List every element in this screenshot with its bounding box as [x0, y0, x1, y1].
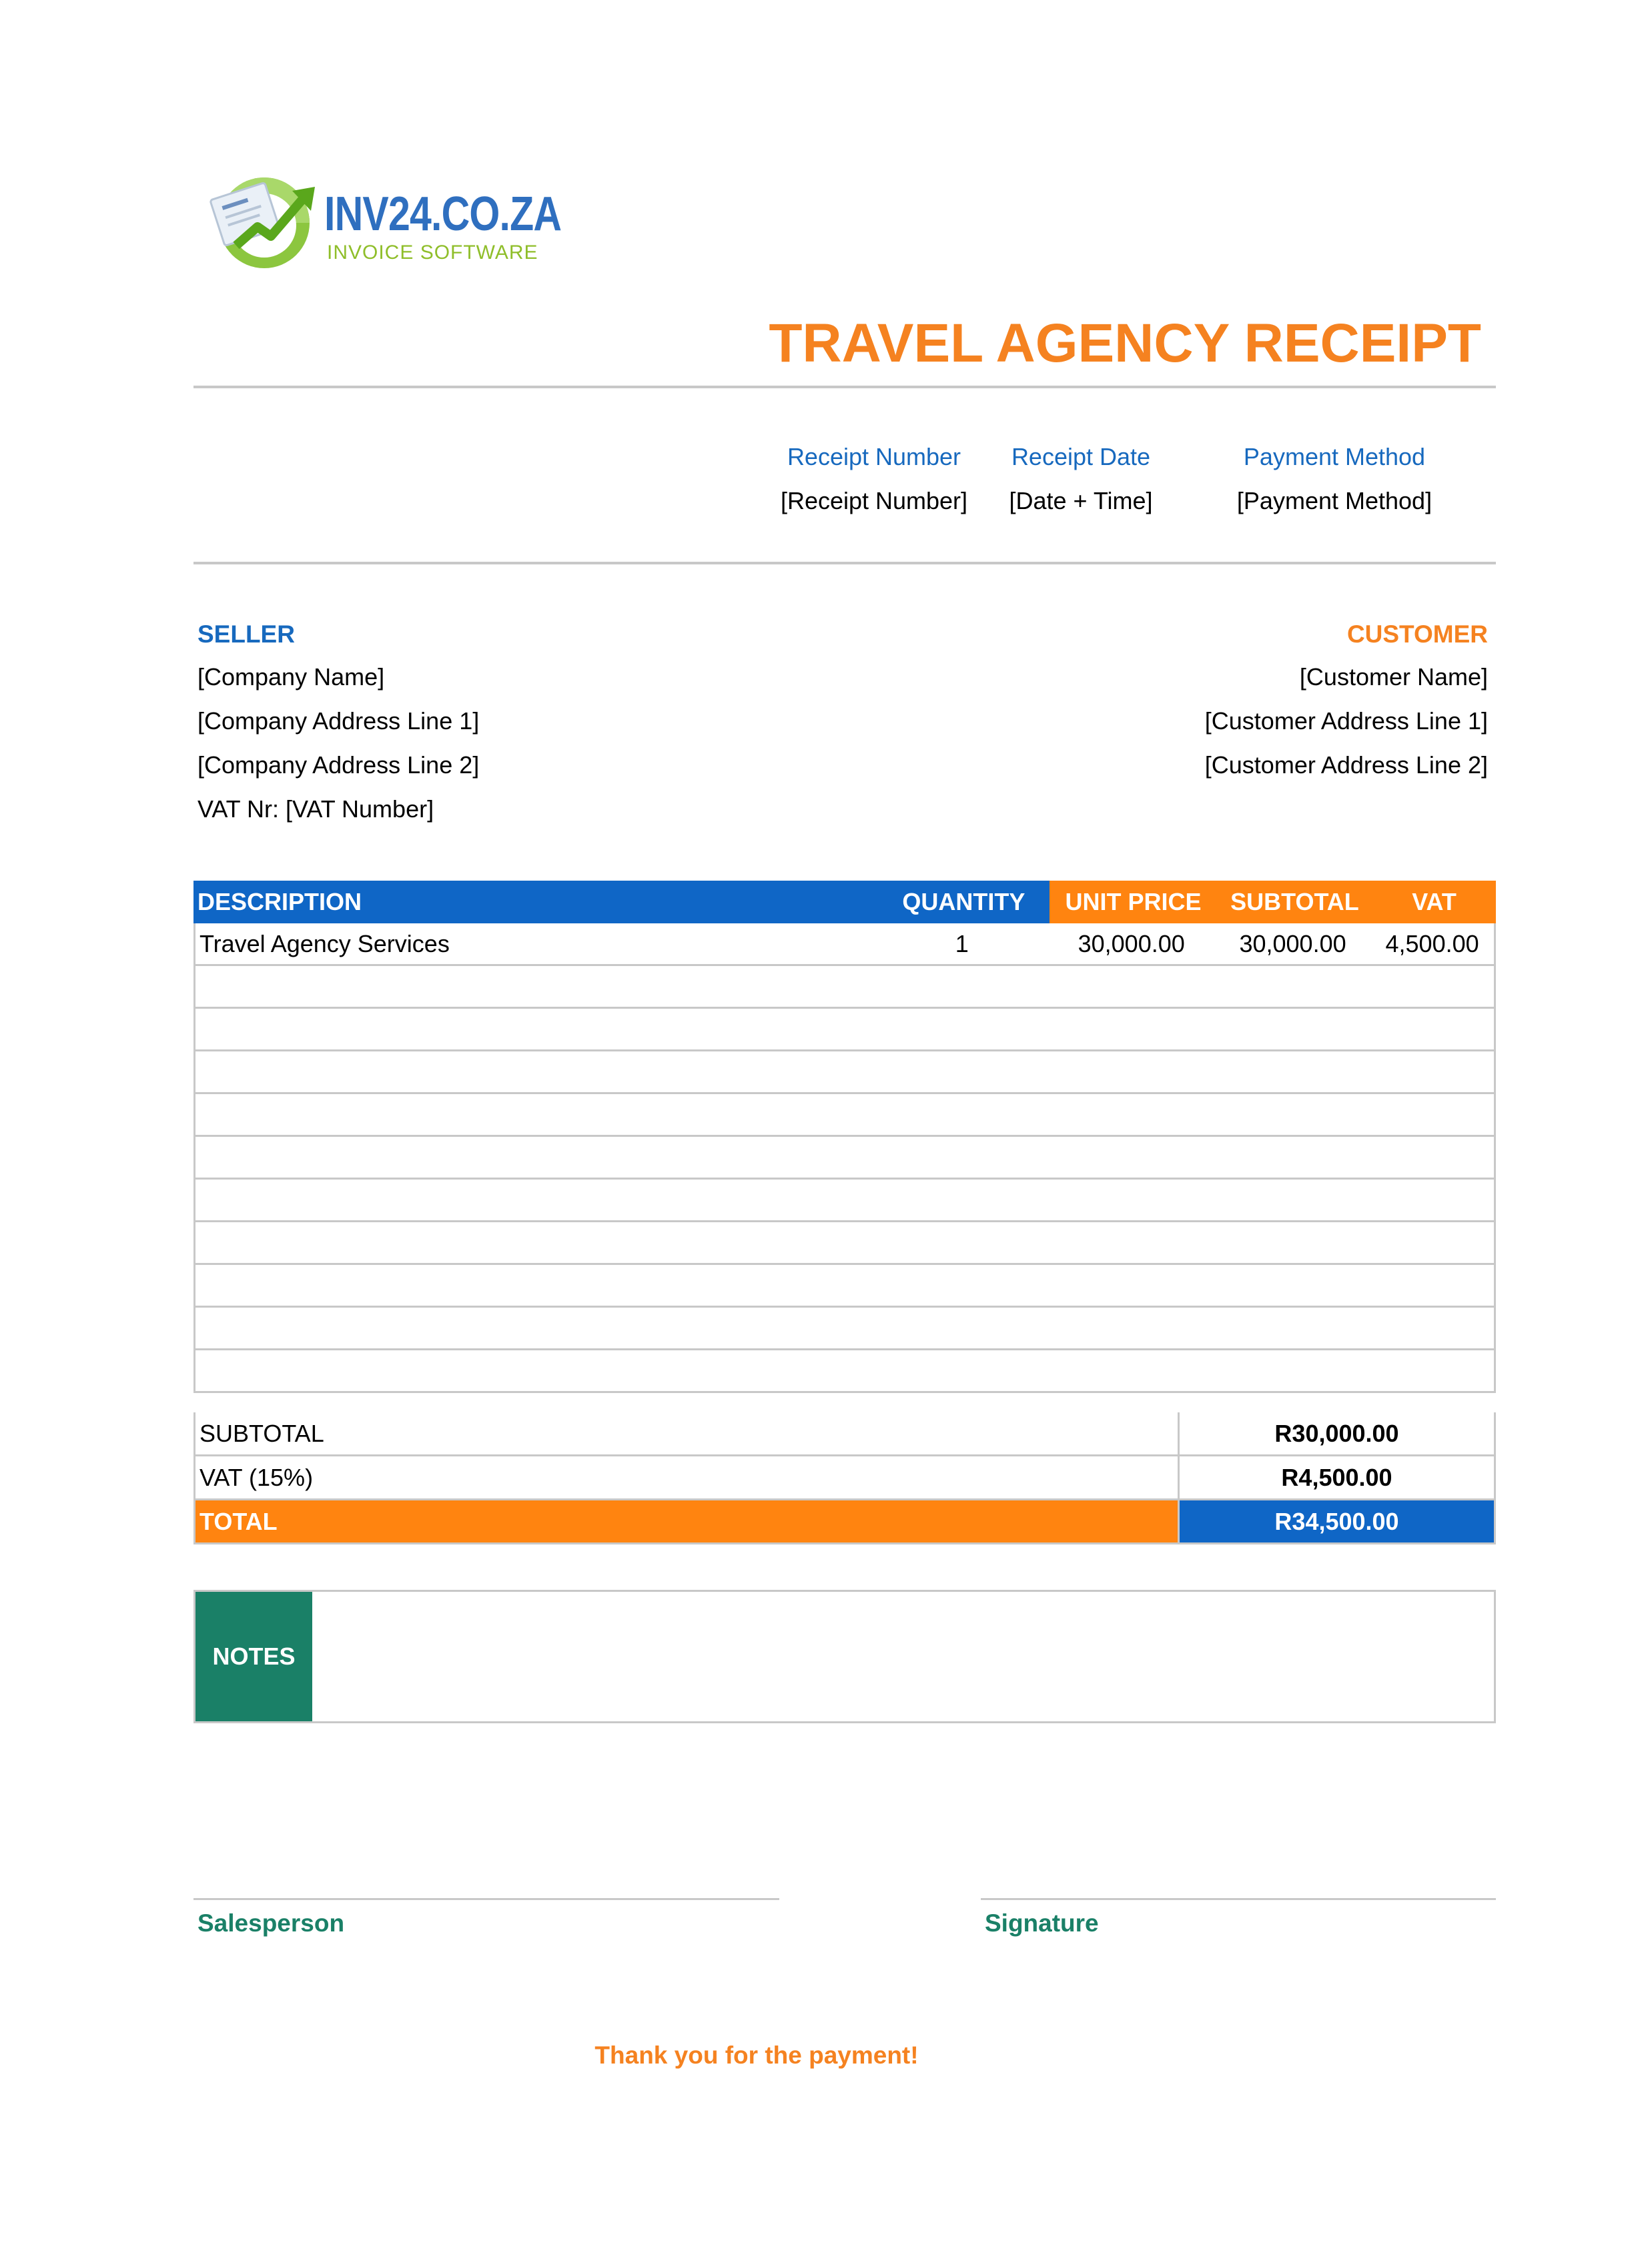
header-subtotal: SUBTOTAL	[1217, 881, 1372, 923]
payment-method-value: [Payment Method]	[1236, 487, 1432, 514]
seller-address-line-1: [Company Address Line 1]	[197, 707, 480, 735]
row-subtotal	[1215, 966, 1370, 1007]
header-unit-price: UNIT PRICE	[1050, 881, 1217, 923]
row-unit-price	[1048, 1180, 1214, 1220]
row-subtotal	[1215, 1094, 1370, 1135]
row-unit-price	[1048, 1265, 1214, 1306]
total-label: TOTAL	[195, 1500, 1180, 1542]
row-vat	[1370, 1350, 1494, 1391]
title-divider	[193, 386, 1496, 388]
row-vat: 4,500.00	[1385, 930, 1479, 957]
row-unit-price	[1048, 1350, 1214, 1391]
row-unit-price	[1048, 1308, 1214, 1348]
seller-address-line-2: [Company Address Line 2]	[197, 751, 480, 779]
row-unit-price	[1048, 966, 1214, 1007]
row-quantity	[876, 1137, 1048, 1178]
row-subtotal	[1215, 1222, 1370, 1263]
row-quantity	[876, 1265, 1048, 1306]
table-row	[193, 1094, 1496, 1137]
row-description	[195, 1137, 876, 1178]
row-subtotal	[1215, 1009, 1370, 1049]
seller-vat-number: VAT Nr: [VAT Number]	[197, 795, 434, 823]
logo-text: INV24.CO.ZA	[324, 187, 562, 241]
header-quantity: QUANTITY	[878, 881, 1050, 923]
header-vat: VAT	[1372, 881, 1496, 923]
row-description	[195, 1222, 876, 1263]
row-quantity	[876, 1350, 1048, 1391]
row-quantity	[876, 1094, 1048, 1135]
signature-label: Signature	[985, 1909, 1099, 1937]
row-description	[195, 1265, 876, 1306]
logo-subtext: INVOICE SOFTWARE	[327, 242, 538, 264]
customer-address-line-1: [Customer Address Line 1]	[1204, 707, 1488, 735]
company-logo	[210, 172, 562, 272]
subtotal-value: R30,000.00	[1274, 1420, 1399, 1447]
notes-box	[193, 1590, 1496, 1723]
row-description	[195, 1350, 876, 1391]
row-description: Travel Agency Services	[199, 930, 450, 957]
table-row	[193, 1180, 1496, 1222]
row-quantity	[876, 1051, 1048, 1092]
table-row	[193, 1350, 1496, 1393]
total-row	[193, 1500, 1496, 1544]
vat-row	[193, 1456, 1496, 1500]
row-description	[195, 1094, 876, 1135]
items-table-header	[193, 881, 1496, 923]
items-table-body	[193, 923, 1496, 1393]
row-subtotal	[1215, 1308, 1370, 1348]
row-quantity	[876, 1180, 1048, 1220]
row-unit-price	[1048, 1222, 1214, 1263]
row-description	[195, 1308, 876, 1348]
row-subtotal	[1215, 1265, 1370, 1306]
total-value: R34,500.00	[1180, 1500, 1494, 1542]
subtotal-row	[193, 1412, 1496, 1456]
customer-name: [Customer Name]	[1299, 663, 1488, 691]
row-unit-price	[1048, 1137, 1214, 1178]
salesperson-line	[193, 1898, 779, 1900]
header-description: DESCRIPTION	[193, 881, 878, 923]
row-quantity	[876, 1222, 1048, 1263]
row-unit-price: 30,000.00	[1078, 930, 1185, 957]
payment-method-label: Payment Method	[1243, 443, 1426, 470]
row-subtotal	[1215, 1137, 1370, 1178]
row-subtotal	[1215, 1051, 1370, 1092]
notes-label: NOTES	[195, 1592, 312, 1721]
row-description	[195, 1009, 876, 1049]
totals-table	[193, 1412, 1496, 1544]
vat-label: VAT (15%)	[195, 1456, 1180, 1498]
customer-heading: CUSTOMER	[1346, 620, 1488, 648]
meta-divider	[193, 562, 1496, 564]
receipt-date-label: Receipt Date	[1011, 443, 1151, 470]
row-subtotal: 30,000.00	[1239, 930, 1346, 957]
customer-address-line-2: [Customer Address Line 2]	[1204, 751, 1488, 779]
row-quantity	[876, 1009, 1048, 1049]
salesperson-label: Salesperson	[197, 1909, 345, 1937]
row-vat	[1370, 1308, 1494, 1348]
row-vat	[1370, 1222, 1494, 1263]
seller-heading: SELLER	[197, 620, 295, 648]
seller-company-name: [Company Name]	[197, 663, 385, 691]
table-row	[193, 966, 1496, 1009]
row-description	[195, 1051, 876, 1092]
table-row	[193, 1009, 1496, 1051]
thank-you-message: Thank you for the payment!	[594, 2042, 919, 2069]
table-row	[193, 1222, 1496, 1265]
receipt-date-value: [Date + Time]	[1009, 487, 1153, 514]
row-description	[195, 966, 876, 1007]
table-row	[193, 1137, 1496, 1180]
table-row	[193, 1308, 1496, 1350]
signature-line	[981, 1898, 1496, 1900]
row-unit-price	[1048, 1009, 1214, 1049]
row-subtotal	[1215, 1180, 1370, 1220]
receipt-number-label: Receipt Number	[787, 443, 961, 470]
table-row	[193, 1265, 1496, 1308]
row-description	[195, 1180, 876, 1220]
row-vat	[1370, 1265, 1494, 1306]
row-quantity: 1	[955, 930, 969, 957]
row-unit-price	[1048, 1094, 1214, 1135]
subtotal-label: SUBTOTAL	[195, 1412, 1180, 1454]
row-vat	[1370, 1180, 1494, 1220]
document-title: TRAVEL AGENCY RECEIPT	[769, 313, 1481, 374]
row-quantity	[876, 1308, 1048, 1348]
row-quantity	[876, 966, 1048, 1007]
row-subtotal	[1215, 1350, 1370, 1391]
receipt-number-value: [Receipt Number]	[780, 487, 968, 514]
row-unit-price	[1048, 1051, 1214, 1092]
row-vat	[1370, 1137, 1494, 1178]
items-table	[193, 881, 1496, 1393]
table-row	[193, 1051, 1496, 1094]
row-vat	[1370, 1094, 1494, 1135]
table-row	[193, 923, 1496, 966]
row-vat	[1370, 1009, 1494, 1049]
row-vat	[1370, 1051, 1494, 1092]
vat-value: R4,500.00	[1281, 1464, 1392, 1491]
row-vat	[1370, 966, 1494, 1007]
logo-graphic-icon	[210, 172, 323, 272]
